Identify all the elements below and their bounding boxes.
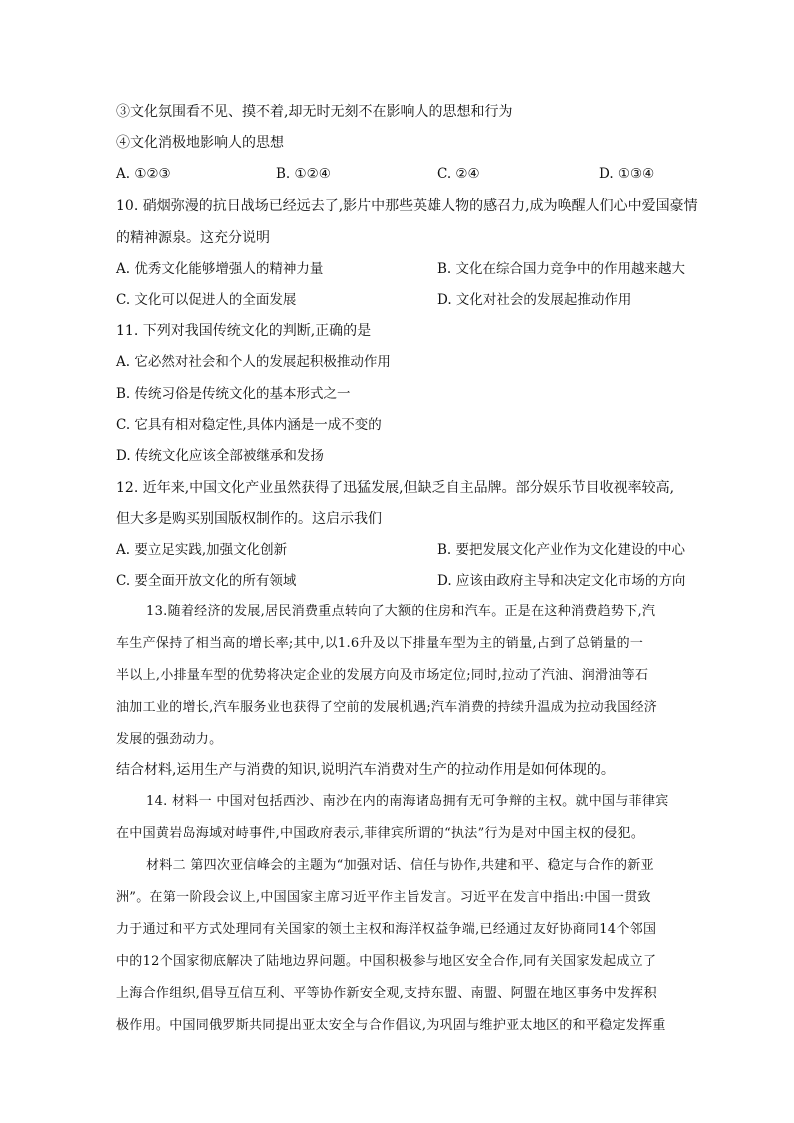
q14-material-1-line-2: 在中国黄岩岛海域对峙事件,中国政府表示,菲律宾所谓的“执法”行为是对中国主权的侵犯。 xyxy=(116,826,645,841)
q11-option-b: B. 传统习俗是传统文化的基本形式之一 xyxy=(116,386,351,402)
q13-line-3: 半以上,小排量车型的优势将决定企业的发展方向及市场定位;同时,拉动了汽油、润滑油等石 xyxy=(116,668,649,683)
q13-line-5: 发展的强劲动力。 xyxy=(116,732,223,747)
q14-material-2-line-1: 材料二 第四次亚信峰会的主题为“加强对话、信任与协作,共建和平、稳定与合作的新亚 xyxy=(146,858,654,873)
q10-option-c: C. 文化可以促进人的全面发展 xyxy=(116,292,297,308)
q12-stem-line-2: 但大多是购买别国版权制作的。这启示我们 xyxy=(116,511,382,527)
q9-item-3: ③文化氛围看不见、摸不着,却无时无刻不在影响人的思想和行为 xyxy=(116,104,513,120)
q14-material-2-line-3: 力于通过和平方式处理同有关国家的领土主权和海洋权益争端,已经通过友好协商同14个邻国 xyxy=(116,922,657,937)
q13-line-1: 13.随着经济的发展,居民消费重点转向了大额的住房和汽车。正是在这种消费趋势下,汽 xyxy=(146,604,656,619)
q13-line-4: 油加工业的增长,汽车服务业也获得了空前的发展机遇;汽车消费的持续升温成为拉动我国经济 xyxy=(116,700,658,715)
q14-material-2-line-6: 极作用。中国同俄罗斯共同提出亚太安全与合作倡议,为巩固与维护亚太地区的和平稳定发挥重 xyxy=(116,1018,666,1033)
q10-option-d: D. 文化对社会的发展起推动作用 xyxy=(437,292,632,308)
q10-option-b: B. 文化在综合国力竞争中的作用越来越大 xyxy=(437,261,686,277)
q9-option-c: C. ②④ xyxy=(437,166,480,182)
q11-stem: 11. 下列对我国传统文化的判断,正确的是 xyxy=(116,323,372,339)
q13-question: 结合材料,运用生产与消费的知识,说明汽车消费对生产的拉动作用是如何体现的。 xyxy=(116,762,615,778)
q9-option-b: B. ①②④ xyxy=(276,166,331,182)
q9-option-a: A. ①②③ xyxy=(116,166,171,182)
q12-option-c: C. 要全面开放文化的所有领域 xyxy=(116,573,297,589)
q12-option-a: A. 要立足实践,加强文化创新 xyxy=(116,542,288,558)
q9-item-4: ④文化消极地影响人的思想 xyxy=(116,135,284,151)
q10-stem-line-1: 10. 硝烟弥漫的抗日战场已经远去了,影片中那些英雄人物的感召力,成为唤醒人们心中爱国豪情 xyxy=(116,198,698,214)
q14-material-1-line-1: 14. 材料一 中国对包括西沙、南沙在内的南海诸岛拥有无可争辩的主权。就中国与菲律宾 xyxy=(146,794,669,809)
q10-stem-line-2: 的精神源泉。这充分说明 xyxy=(116,230,270,246)
q14-material-2-line-4: 中的12个国家彻底解决了陆地边界问题。中国积极参与地区安全合作,同有关国家发起成立了 xyxy=(116,954,657,969)
q12-stem-line-1: 12. 近年来,中国文化产业虽然获得了迅猛发展,但缺乏自主品牌。部分娱乐节目收视率较高, xyxy=(116,480,675,496)
q11-option-d: D. 传统文化应该全部被继承和发扬 xyxy=(116,448,324,464)
q11-option-c: C. 它具有相对稳定性,具体内涵是一成不变的 xyxy=(116,417,382,433)
q14-material-2-line-2: 洲”。在第一阶段会议上,中国国家主席习近平作主旨发言。习近平在发言中指出:中国一贯致 xyxy=(116,890,651,905)
q11-option-a: A. 它必然对社会和个人的发展起积极推动作用 xyxy=(116,354,391,370)
q12-option-b: B. 要把发展文化产业作为文化建设的中心 xyxy=(437,542,686,558)
q14-material-2-line-5: 上海合作组织,倡导互信互利、平等协作新安全观,支持东盟、南盟、阿盟在地区事务中发挥积 xyxy=(116,986,657,1001)
q13-line-2: 车生产保持了相当高的增长率;其中,以1.6升及以下排量车型为主的销量,占到了总销量的一 xyxy=(116,636,644,651)
q10-option-a: A. 优秀文化能够增强人的精神力量 xyxy=(116,261,324,277)
q12-option-d: D. 应该由政府主导和决定文化市场的方向 xyxy=(437,573,686,589)
q9-option-d: D. ①③④ xyxy=(599,166,655,182)
